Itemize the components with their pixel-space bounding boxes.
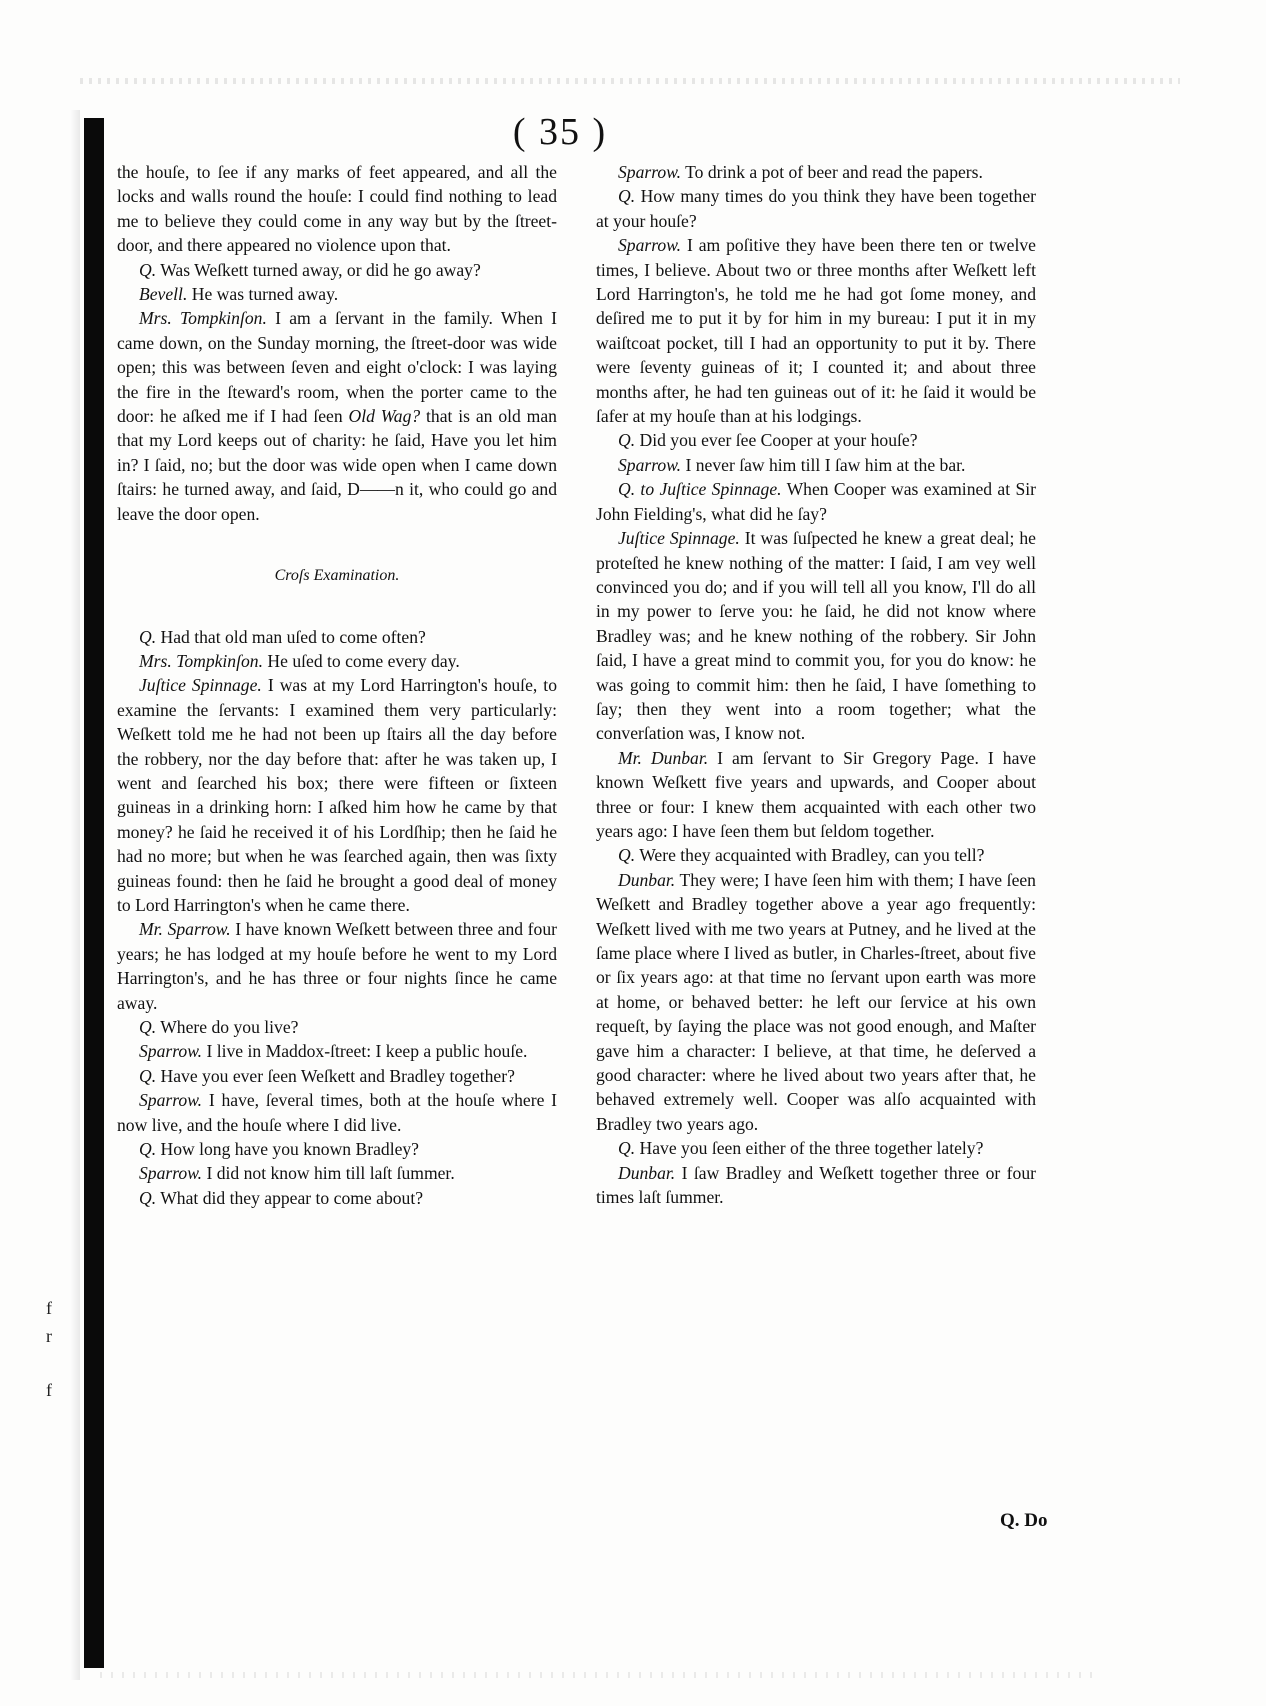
paragraph: Q. Had that old man uſed to come often? bbox=[139, 626, 426, 647]
binding-shadow bbox=[70, 110, 80, 1680]
paragraph: Q. How many times do you think they have been together at your houſe? bbox=[596, 186, 1036, 231]
paragraph: Sparrow. I am poſitive they have been there ten or twelve times, I believe. About two or three months after Weſkett left Lord Harrington's, he told me he had got ſome money, and deſired me to put it by for him in my bureau: I put it in my waiſtcoat pocket, till I had an opportunity to put it by. There were ſeventy guineas of it; I counted it; and about three months after, he had ten guineas out of it: he ſaid it would be ſafer at my houſe than at his lodgings. bbox=[596, 235, 1036, 427]
scan-noise-bottom bbox=[100, 1672, 1100, 1678]
paragraph: the houſe, to ſee if any marks of feet appeared, and all the locks and walls round the houſe: I could find nothing to lead me to believe they could come in any way but by the ſtreet-door, and there appeared no violence upon that. bbox=[117, 162, 557, 256]
paragraph: Juſtice Spinnage. It was ſuſpected he knew a great deal; he proteſted he knew nothing of the matter: I ſaid, I am vey well convinced you do; and if you will tell all you know, I'll do all in my power to ſerve you: he ſaid, he did not know where Bradley was; and he knew nothing of the robbery. Sir John ſaid, I have a great mind to commit you, for you do know: he was going to commit him: then he ſaid, I have ſomething to ſay; then they went into a room together; what the converſation was, I know not. bbox=[596, 528, 1036, 744]
paragraph: Bevell. He was turned away. bbox=[139, 284, 339, 305]
section-heading: Croſs Examination. bbox=[274, 567, 400, 585]
paragraph: Q. What did they appear to come about? bbox=[139, 1187, 424, 1208]
paragraph: Sparrow. To drink a pot of beer and read the papers. bbox=[618, 162, 983, 182]
paragraph: Mrs. Tompkinſon. I am a ſervant in the family. When I came down, on the Sunday morning, the ſtreet-door was wide open; this was between ſeven and eight o'clock: I was laying the fire in the ſteward's room, when the porter came to the door: he aſked me if I had ſeen Old Wag? that is an old man that my Lord keeps out of charity: he ſaid, Have you let him in? I ſaid, no; but the door was wide open when I came down ſtairs: he turned away, and ſaid, D——n it, who could go and leave the door open. bbox=[117, 308, 557, 524]
left-column bbox=[117, 160, 557, 1210]
paragraph: Q. Where do you live? bbox=[139, 1017, 299, 1037]
paragraph: Q. Was Weſkett turned away, or did he go away? bbox=[139, 259, 481, 280]
paragraph: Mrs. Tompkinſon. He uſed to come every day. bbox=[139, 650, 460, 671]
paragraph: Q. Have you ſeen either of the three together lately? bbox=[618, 1138, 984, 1159]
paragraph: Q. Were they acquainted with Bradley, can you tell? bbox=[618, 845, 985, 866]
paragraph: Mr. Dunbar. I am ſervant to Sir Gregory Page. I have known Weſkett five years and upwards, and Cooper about three or four: I knew them acquainted with each other two years ago: I have ſeen them but ſeldom together. bbox=[596, 747, 1036, 841]
margin-mark: r bbox=[46, 1326, 52, 1346]
paragraph: Mr. Sparrow. I have known Weſkett between three and four years; he has lodged at my houſe before he went to my Lord Harrington's, and he has three or four nights ſince he came away. bbox=[117, 919, 557, 1013]
margin-mark: f bbox=[46, 1298, 52, 1318]
paragraph: Sparrow. I live in Maddox-ſtreet: I keep a public houſe. bbox=[139, 1041, 528, 1062]
paragraph: Sparrow. I have, ſeveral times, both at the houſe where I now live, and the houſe where I did live. bbox=[117, 1090, 558, 1135]
right-column bbox=[596, 160, 1036, 1209]
paragraph: Juſtice Spinnage. I was at my Lord Harrington's houſe, to examine the ſervants: I examined them very particularly: Weſkett told me he had not been up ſtairs all the day before the robbery, nor the day before that: after he was taken up, I went and ſearched his box; there were fifteen or ſixteen guineas in a drinking horn: I aſked him how he came by that money? he ſaid he received it of his Lordſhip; then he ſaid he had no more; but when he was ſearched again, then was ſixty guineas found: then he ſaid he brought a good deal of money to Lord Harrington's when he came there. bbox=[117, 675, 557, 915]
paragraph: Sparrow. I never ſaw him till I ſaw him at the bar. bbox=[618, 454, 966, 475]
paragraph: Sparrow. I did not know him till laſt ſummer. bbox=[139, 1163, 455, 1184]
paragraph: Q. Did you ever ſee Cooper at your houſe? bbox=[618, 430, 918, 451]
page-number: ( 35 ) bbox=[512, 111, 608, 153]
paragraph: Q. How long have you known Bradley? bbox=[139, 1139, 419, 1160]
paragraph: Q. to Juſtice Spinnage. When Cooper was examined at Sir John Fielding's, what did he ſay? bbox=[596, 479, 1036, 524]
catchword: Q. Do bbox=[1000, 1510, 1048, 1531]
paragraph: Dunbar. They were; I have ſeen him with them; I have ſeen Weſkett and Bradley together above a year ago frequently: Weſkett lived with me two years at Putney, and he lived at the ſame place where I lived as butler, in Charles-ſtreet, about five or ſix years ago: at that time no ſervant upon earth was more at home, or behaved better: he left our ſervice at his own requeſt, by ſaying the place was not good enough, and Maſter gave him a character: I believe, at that time, he deſerved a good character: where he lived about two years after that, he behaved extremely well. Cooper was alſo acquainted with Bradley two years ago. bbox=[596, 869, 1036, 1134]
scan-noise-top bbox=[80, 78, 1180, 84]
binding-edge bbox=[84, 118, 104, 1668]
margin-mark: f bbox=[46, 1380, 52, 1400]
paragraph: Dunbar. I ſaw Bradley and Weſkett together three or four times laſt ſummer. bbox=[596, 1162, 1036, 1208]
paragraph: Q. Have you ever ſeen Weſkett and Bradley together? bbox=[139, 1065, 515, 1086]
